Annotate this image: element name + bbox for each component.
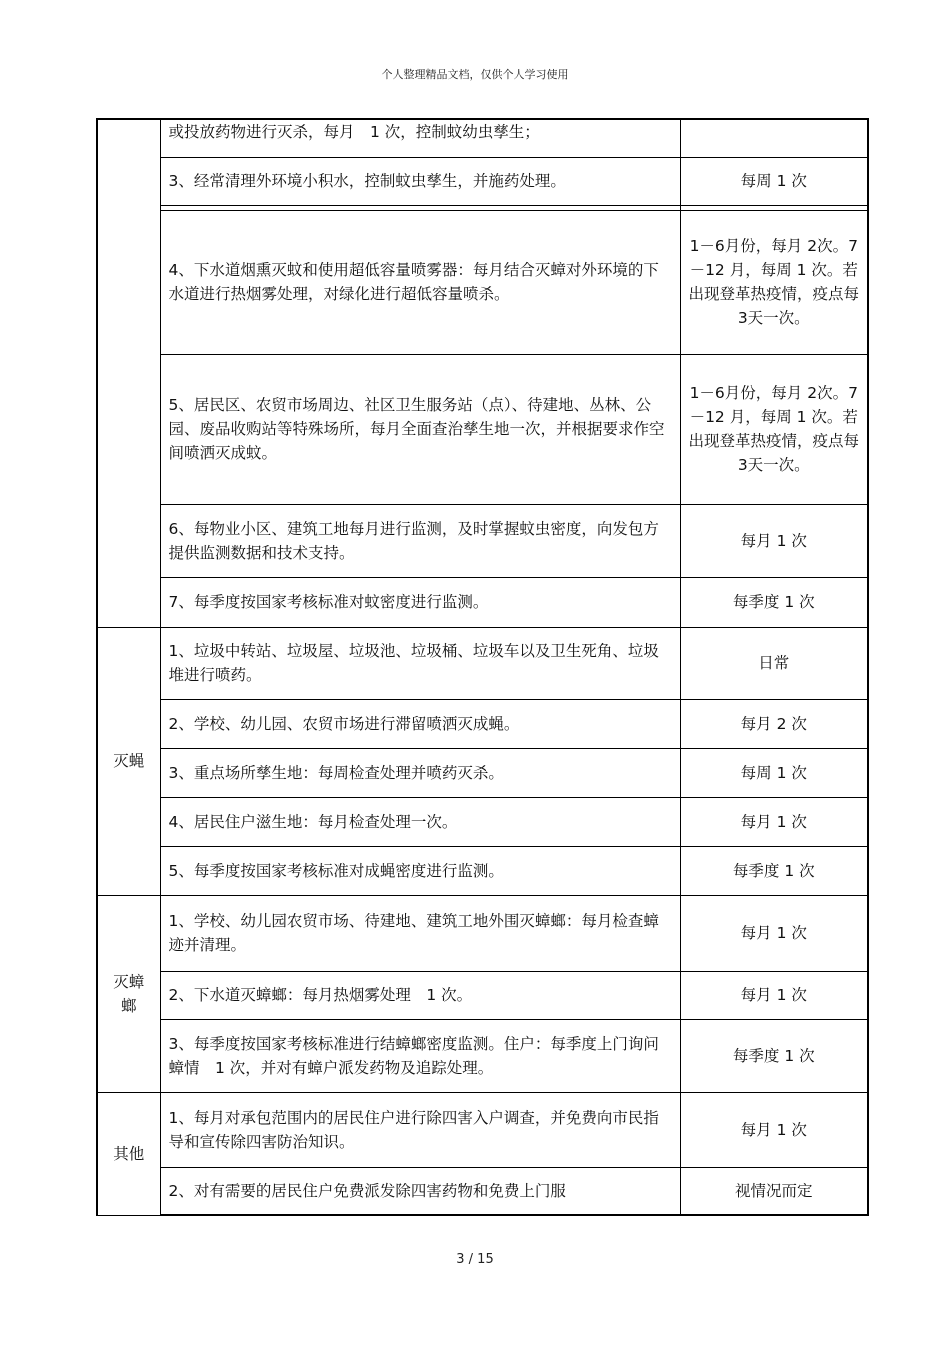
table-row bbox=[97, 971, 868, 1019]
table-row bbox=[97, 846, 868, 895]
task-description: 3、经常清理外环境小积水，控制蚊虫孳生，并施药处理。 bbox=[160, 157, 680, 205]
task-frequency: 日常 bbox=[680, 627, 868, 699]
task-frequency: 每周 1 次 bbox=[680, 748, 868, 797]
table-row bbox=[97, 157, 868, 205]
task-description: 2、对有需要的居民住户免费派发除四害药物和免费上门服 bbox=[160, 1167, 680, 1215]
table-row bbox=[97, 504, 868, 577]
category-cell: 其他 bbox=[97, 1092, 160, 1215]
table-row bbox=[97, 1019, 868, 1092]
task-frequency: 每月 2 次 bbox=[680, 699, 868, 748]
page-header: 个人整理精品文档，仅供个人学习使用 bbox=[381, 68, 569, 81]
task-frequency: 每周 1 次 bbox=[680, 157, 868, 205]
task-frequency: 1－6月份，每月 2次。7－12 月，每周 1 次。若出现登革热疫情，疫点每 3天一次。 bbox=[680, 210, 868, 354]
task-description: 2、学校、幼儿园、农贸市场进行滞留喷洒灭成蝇。 bbox=[160, 699, 680, 748]
table-row bbox=[97, 627, 868, 699]
task-description: 5、每季度按国家考核标准对成蝇密度进行监测。 bbox=[160, 846, 680, 895]
task-description: 7、每季度按国家考核标准对蚊密度进行监测。 bbox=[160, 577, 680, 627]
category-cell bbox=[97, 119, 160, 627]
task-frequency: 每月 1 次 bbox=[680, 971, 868, 1019]
task-description: 5、居民区、农贸市场周边、社区卫生服务站（点）、待建地、丛林、公园、废品收购站等特殊场所，每月全面查治孳生地一次，并根据要求作空间喷洒灭成蚊。 bbox=[160, 354, 680, 504]
table-row bbox=[97, 210, 868, 354]
schedule-table bbox=[96, 118, 869, 1216]
task-frequency: 视情况而定 bbox=[680, 1167, 868, 1215]
table-row bbox=[97, 354, 868, 504]
table-row bbox=[97, 1167, 868, 1215]
task-description: 2、下水道灭蟑螂：每月热烟雾处理 1 次。 bbox=[160, 971, 680, 1019]
task-description: 4、下水道烟熏灭蚊和使用超低容量喷雾器：每月结合灭蟑对外环境的下水道进行热烟雾处理，对绿化进行超低容量喷杀。 bbox=[160, 210, 680, 354]
task-frequency bbox=[680, 119, 868, 157]
table-row bbox=[97, 1092, 868, 1167]
task-frequency: 每季度 1 次 bbox=[680, 846, 868, 895]
table-row bbox=[97, 748, 868, 797]
table-row bbox=[97, 699, 868, 748]
table-row bbox=[97, 895, 868, 971]
task-description: 或投放药物进行灭杀，每月 1 次，控制蚊幼虫孳生； bbox=[160, 119, 680, 157]
table-row bbox=[97, 797, 868, 846]
task-description: 6、每物业小区、建筑工地每月进行监测，及时掌握蚊虫密度，向发包方提供监测数据和技术支持。 bbox=[160, 504, 680, 577]
task-description: 3、重点场所孳生地：每周检查处理并喷药灭杀。 bbox=[160, 748, 680, 797]
task-frequency: 1－6月份，每月 2次。7－12 月，每周 1 次。若出现登革热疫情，疫点每 3天一次。 bbox=[680, 354, 868, 504]
table-row bbox=[97, 119, 868, 157]
task-description: 3、每季度按国家考核标准进行结蟑螂密度监测。住户：每季度上门询问蟑情 1 次，并对有蟑户派发药物及追踪处理。 bbox=[160, 1019, 680, 1092]
task-frequency: 每月 1 次 bbox=[680, 895, 868, 971]
task-frequency: 每月 1 次 bbox=[680, 504, 868, 577]
task-frequency: 每季度 1 次 bbox=[680, 1019, 868, 1092]
task-frequency: 每月 1 次 bbox=[680, 1092, 868, 1167]
category-cell: 灭蟑螂 bbox=[97, 895, 160, 1092]
table-row bbox=[97, 577, 868, 627]
task-frequency: 每季度 1 次 bbox=[680, 577, 868, 627]
category-cell: 灭蝇 bbox=[97, 627, 160, 895]
task-description: 1、每月对承包范围内的居民住户进行除四害入户调查，并免费向市民指导和宣传除四害防治知识。 bbox=[160, 1092, 680, 1167]
task-description: 1、学校、幼儿园农贸市场、待建地、建筑工地外围灭蟑螂：每月检查蟑迹并清理。 bbox=[160, 895, 680, 971]
task-description: 4、居民住户滋生地：每月检查处理一次。 bbox=[160, 797, 680, 846]
task-frequency: 每月 1 次 bbox=[680, 797, 868, 846]
page-number: 3 / 15 bbox=[456, 1252, 494, 1267]
task-description: 1、垃圾中转站、垃圾屋、垃圾池、垃圾桶、垃圾车以及卫生死角、垃圾堆进行喷药。 bbox=[160, 627, 680, 699]
